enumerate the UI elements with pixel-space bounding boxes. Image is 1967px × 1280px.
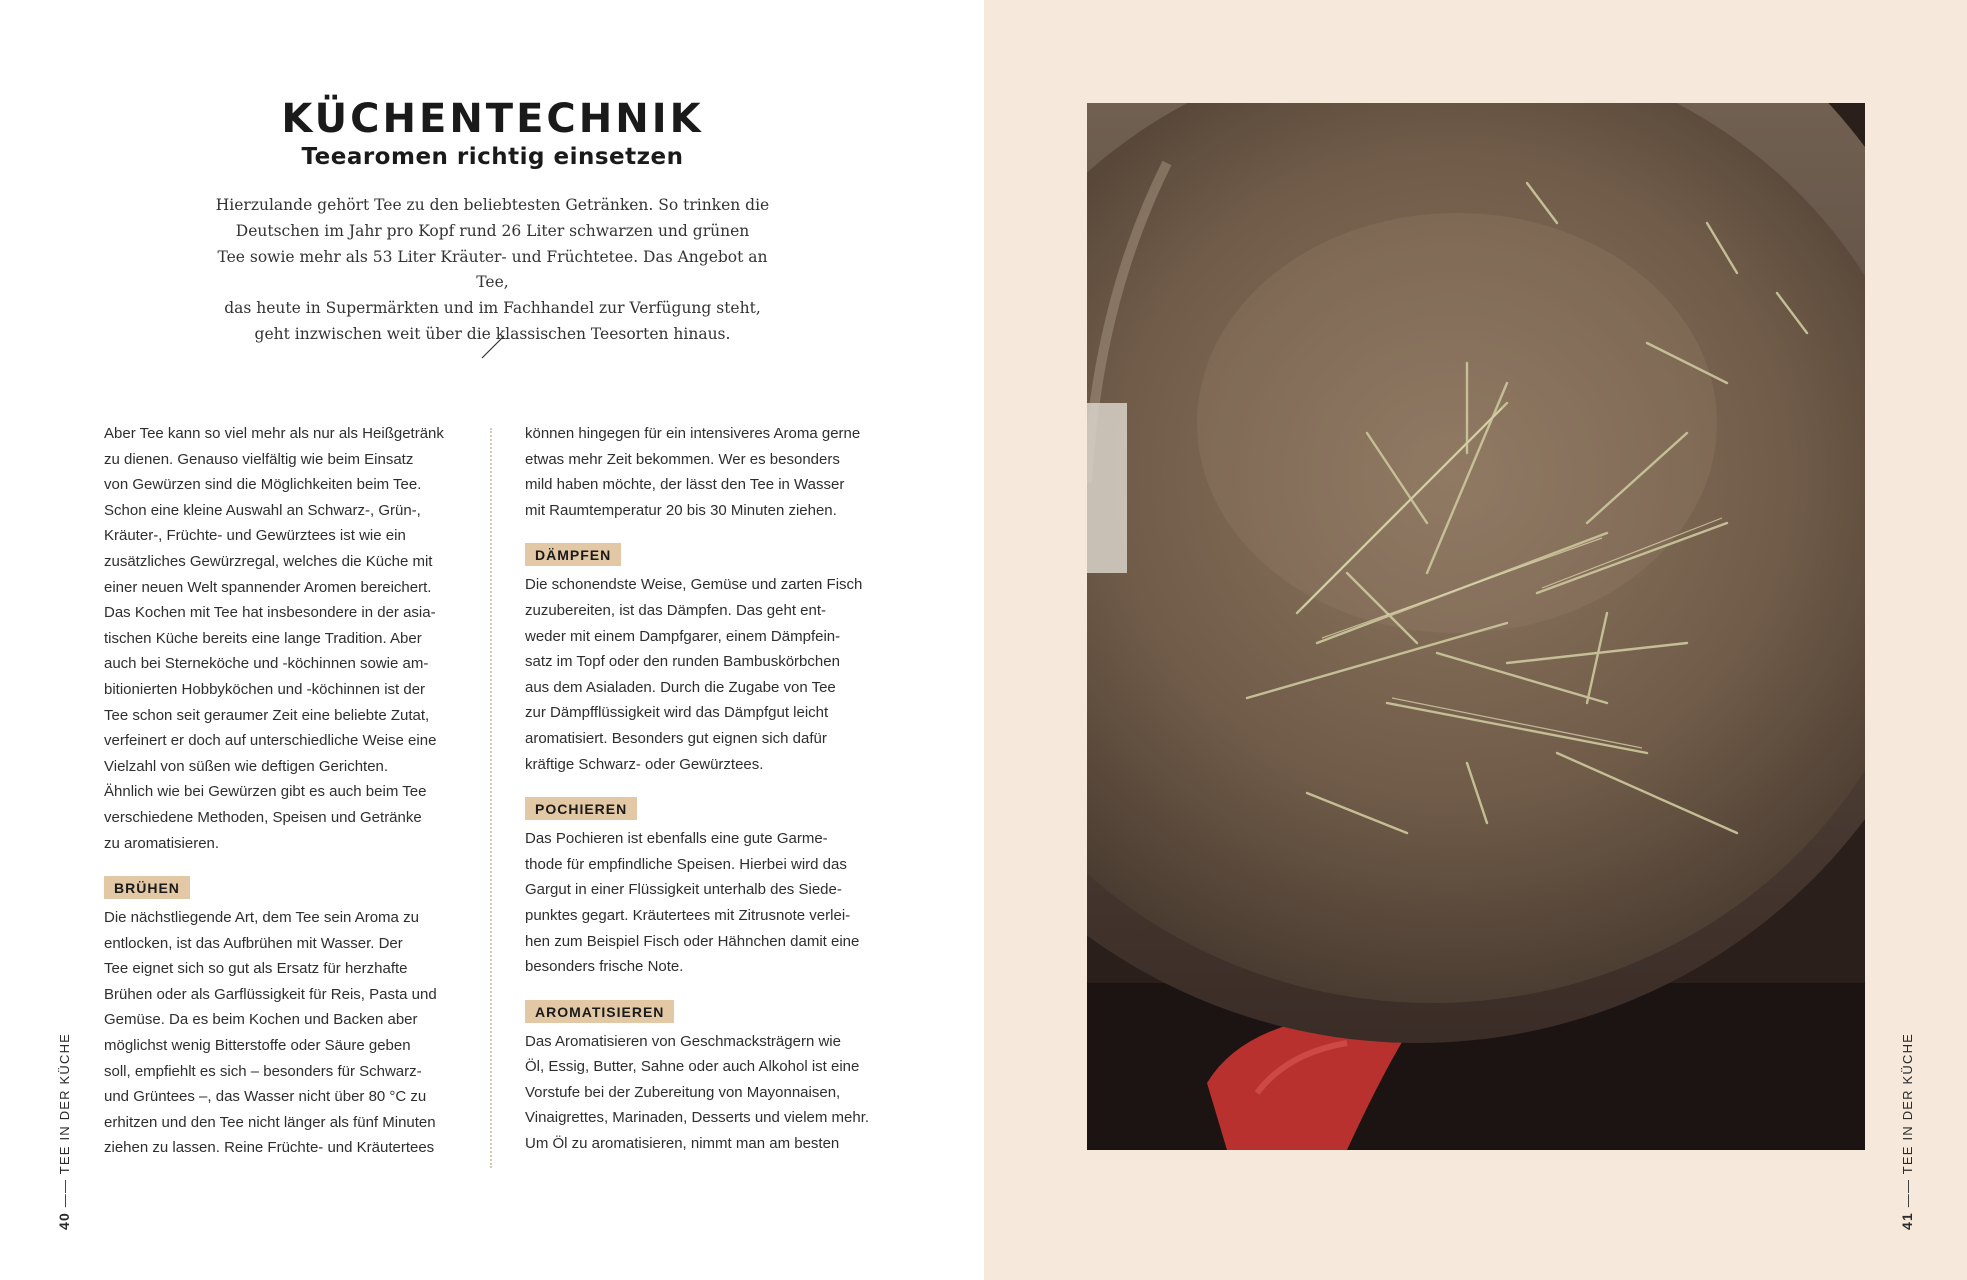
page-number: 41 bbox=[1899, 1212, 1915, 1230]
body-line: Vorstufe bei der Zubereitung von Mayonnaisen, bbox=[525, 1083, 841, 1101]
body-line: Aber Tee kann so viel mehr als nur als Heißgetränk bbox=[104, 425, 444, 442]
body-line: einer neuen Welt spannender Aromen bereichert. bbox=[104, 578, 432, 596]
body-line: und Grüntees –, das Wasser nicht über 80 °C zu bbox=[104, 1088, 427, 1106]
body-line: aromatisiert. Besonders gut eignen sich dafür bbox=[525, 729, 827, 747]
folio-right bbox=[1897, 1030, 1917, 1230]
section-text-daempfen bbox=[525, 572, 887, 777]
body-line: Schon eine kleine Auswahl an Schwarz-, Grün-, bbox=[104, 501, 421, 519]
continuation-paragraph bbox=[525, 421, 887, 523]
body-line: können hingegen für ein intensiveres Aroma gerne bbox=[525, 425, 861, 442]
body-line: von Gewürzen sind die Möglichkeiten beim Tee. bbox=[104, 476, 422, 494]
body-line: Das Pochieren ist ebenfalls eine gute Garme- bbox=[525, 830, 828, 848]
body-line: Gargut in einer Flüssigkeit unterhalb des Siede- bbox=[525, 881, 842, 899]
body-line: Ähnlich wie bei Gewürzen gibt es auch beim Tee bbox=[104, 783, 427, 801]
body-line: auch bei Sterneköche und -köchinnen sowie am- bbox=[104, 655, 429, 673]
body-line: Kräuter-, Früchte- und Gewürztees ist wie ein bbox=[104, 527, 406, 545]
body-line: entlocken, ist das Aufbrühen mit Wasser. Der bbox=[104, 934, 403, 952]
page-title: KÜCHENTECHNIK bbox=[281, 96, 704, 142]
photo-tea-leaves-in-pot bbox=[1087, 103, 1865, 1150]
intro-paragraph bbox=[205, 193, 780, 348]
body-line: Das Kochen mit Tee hat insbesondere in der asia- bbox=[104, 604, 436, 622]
body-line: aus dem Asialaden. Durch die Zugabe von Tee bbox=[525, 678, 836, 696]
body-line: zu dienen. Genauso vielfältig wie beim Einsatz bbox=[104, 450, 414, 468]
folio-dash: —— bbox=[1900, 1174, 1915, 1208]
intro-line: das heute in Supermärkten und im Fachhandel zur Verfügung steht, bbox=[224, 299, 761, 318]
body-line: Tee eignet sich so gut als Ersatz für herzhafte bbox=[104, 960, 408, 978]
body-line: verfeinert er doch auf unterschiedliche Weise eine bbox=[104, 732, 437, 750]
body-line: tischen Küche bereits eine lange Tradition. Aber bbox=[104, 629, 422, 647]
section-heading-pochieren: POCHIEREN bbox=[525, 797, 637, 820]
section-heading-bruehen: BRÜHEN bbox=[104, 876, 190, 899]
body-line: Tee schon seit geraumer Zeit eine beliebte Zutat, bbox=[104, 706, 430, 724]
intro-line: Deutschen im Jahr pro Kopf rund 26 Liter schwarzen und grünen bbox=[235, 221, 750, 240]
body-line: satz im Topf oder den runden Bambuskörbchen bbox=[525, 653, 840, 671]
body-line: erhitzen und den Tee nicht länger als fünf Minuten bbox=[104, 1113, 436, 1131]
page-number: 40 bbox=[56, 1212, 72, 1230]
section-heading-daempfen: DÄMPFEN bbox=[525, 543, 621, 566]
section-text-pochieren bbox=[525, 826, 887, 980]
body-line: Vinaigrettes, Marinaden, Desserts und vielem mehr. bbox=[525, 1109, 870, 1127]
text-column-1 bbox=[104, 421, 464, 1161]
body-line: verschiedene Methoden, Speisen und Getränke bbox=[104, 808, 422, 826]
body-line: hen zum Beispiel Fisch oder Hähnchen damit eine bbox=[525, 932, 860, 950]
body-line: Vielzahl von süßen wie deftigen Gerichten. bbox=[104, 757, 389, 775]
intro-line: geht inzwischen weit über die klassischen Teesorten hinaus. bbox=[254, 324, 731, 343]
column-divider bbox=[490, 428, 492, 1168]
body-line: Brühen oder als Garflüssigkeit für Reis, Pasta und bbox=[104, 985, 437, 1003]
intro-line: Hierzulande gehört Tee zu den beliebtesten Getränken. So trinken die bbox=[215, 196, 770, 214]
body-line: thode für empfindliche Speisen. Hierbei wird das bbox=[525, 855, 847, 873]
body-line: möglichst wenig Bitterstoffe oder Säure geben bbox=[104, 1037, 411, 1055]
folio-left bbox=[54, 1030, 74, 1230]
body-line: zur Dämpfflüssigkeit wird das Dämpfgut leicht bbox=[525, 704, 829, 722]
body-line: zuzubereiten, ist das Dämpfen. Das geht ent- bbox=[525, 601, 826, 619]
folio-dash: —— bbox=[57, 1174, 72, 1208]
running-section-title: TEE IN DER KÜCHE bbox=[57, 1032, 72, 1175]
body-line: Um Öl zu aromatisieren, nimmt man am besten bbox=[525, 1135, 840, 1153]
body-line: mit Raumtemperatur 20 bis 30 Minuten ziehen. bbox=[525, 501, 837, 519]
decorative-slash-icon bbox=[480, 334, 506, 360]
body-line: zu aromatisieren. bbox=[104, 834, 220, 852]
text-column-2 bbox=[525, 421, 887, 1157]
body-line: zusätzliches Gewürzregal, welches die Küche mit bbox=[104, 552, 433, 570]
body-line: mild haben möchte, der lässt den Tee in Wasser bbox=[525, 476, 845, 494]
body-line: etwas mehr Zeit bekommen. Wer es besonders bbox=[525, 450, 840, 468]
section-heading-aromatisieren: AROMATISIEREN bbox=[525, 1000, 674, 1023]
body-line: ziehen zu lassen. Reine Früchte- und Kräutertees bbox=[104, 1139, 435, 1157]
body-line: Das Aromatisieren von Geschmacksträgern wie bbox=[525, 1032, 841, 1050]
body-paragraph bbox=[104, 421, 464, 856]
body-line: weder mit einem Dampfgarer, einem Dämpfein- bbox=[525, 627, 841, 645]
section-text-aromatisieren bbox=[525, 1029, 887, 1157]
body-line: bitionierten Hobbyköchen und -köchinnen ist der bbox=[104, 680, 426, 698]
body-line: Gemüse. Da es beim Kochen und Backen aber bbox=[104, 1011, 418, 1029]
running-section-title: TEE IN DER KÜCHE bbox=[1900, 1032, 1915, 1175]
body-line: soll, empfiehlt es sich – besonders für Schwarz- bbox=[104, 1062, 422, 1080]
photo-illustration bbox=[1087, 103, 1865, 1150]
section-text-bruehen bbox=[104, 905, 464, 1161]
body-line: kräftige Schwarz- oder Gewürztees. bbox=[525, 755, 764, 773]
body-line: punktes gegart. Kräutertees mit Zitrusnote verlei- bbox=[525, 906, 851, 924]
intro-line: Tee sowie mehr als 53 Liter Kräuter- und Früchtetee. Das Angebot an Tee, bbox=[217, 247, 768, 292]
page-subtitle: Teearomen richtig einsetzen bbox=[301, 144, 684, 170]
body-line: Die nächstliegende Art, dem Tee sein Aroma zu bbox=[104, 909, 419, 927]
body-line: besonders frische Note. bbox=[525, 958, 684, 976]
body-line: Die schonendste Weise, Gemüse und zarten Fisch bbox=[525, 576, 863, 594]
body-line: Öl, Essig, Butter, Sahne oder auch Alkohol ist eine bbox=[525, 1058, 860, 1076]
